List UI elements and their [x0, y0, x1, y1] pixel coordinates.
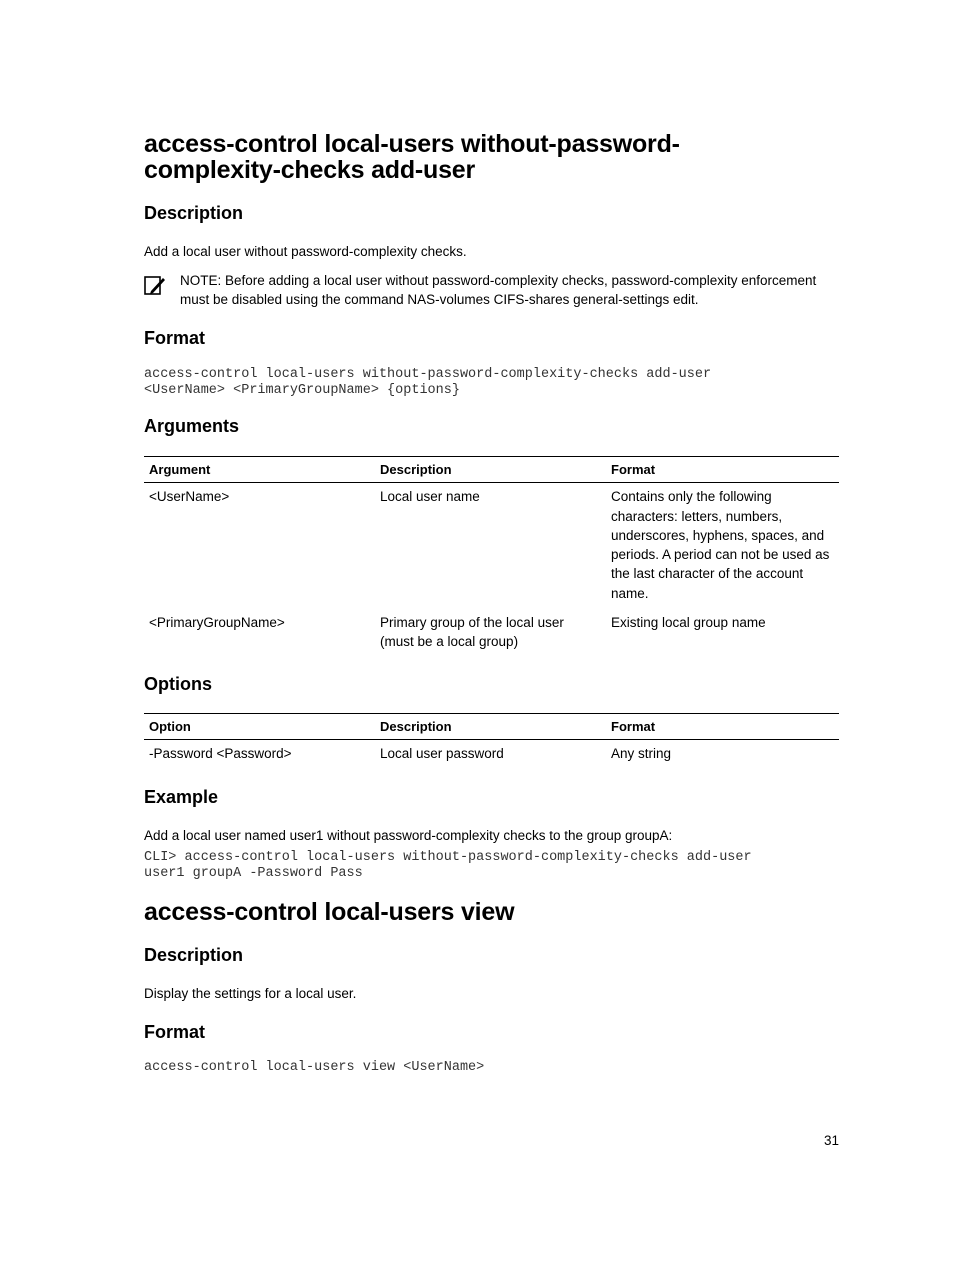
- arguments-table: [144, 456, 839, 652]
- column-header-argument: Argument: [144, 457, 375, 483]
- table-header-row: [144, 457, 839, 483]
- description-cell: Local user password: [380, 746, 504, 762]
- format-heading: Format: [144, 1022, 206, 1042]
- description-heading: Description: [144, 945, 244, 965]
- option-cell: -Password <Password>: [149, 746, 292, 762]
- table-header-row: [144, 714, 839, 740]
- argument-cell: <PrimaryGroupName>: [149, 615, 285, 631]
- note-text: [180, 271, 840, 309]
- note-body: Before adding a local user without password-complexity checks, password-complexity enforcement must be disabled using the command NAS-volumes CIFS-shares general-settings edit.: [180, 273, 817, 307]
- pencil-note-icon: [144, 275, 166, 297]
- table-row: [144, 483, 839, 603]
- format-code-block: access-control local-users view <UserName>: [144, 1060, 485, 1075]
- description-cell: Local user name: [380, 489, 480, 505]
- section-title-line-1: access-control local-users without-password-: [144, 130, 680, 158]
- format-code-line-1: access-control local-users without-password-complexity-checks add-user: [144, 367, 712, 382]
- section-title-line-2: complexity-checks add-user: [144, 156, 476, 184]
- table-row: [144, 740, 839, 764]
- column-header-description: Description: [375, 457, 606, 483]
- example-code-line-2: user1 groupA -Password Pass: [144, 866, 363, 881]
- arguments-heading: Arguments: [144, 416, 240, 436]
- page-number: 31: [823, 1133, 839, 1148]
- column-header-format: Format: [606, 457, 839, 483]
- format-code-block: [144, 367, 839, 399]
- options-table: [144, 713, 839, 764]
- format-cell: Any string: [611, 746, 672, 762]
- column-header-description: Description: [375, 714, 606, 740]
- description-text: Add a local user without password-complexity checks.: [144, 244, 467, 259]
- column-header-option: Option: [144, 714, 375, 740]
- argument-cell: <UserName>: [149, 489, 230, 505]
- description-cell: Primary group of the local user (must be a local group): [380, 615, 564, 650]
- example-code-block: [144, 850, 839, 882]
- note-label: NOTE:: [180, 273, 222, 288]
- section-title-add-user: [144, 131, 839, 183]
- options-heading: Options: [144, 674, 212, 694]
- format-cell: Contains only the following characters: letters, numbers, underscores, hyphens, spaces, and periods. A period can not be used as the last character of the account name.: [611, 489, 830, 601]
- example-text: Add a local user named user1 without password-complexity checks to the group groupA:: [144, 828, 673, 843]
- format-heading: Format: [144, 328, 206, 348]
- column-header-format: Format: [606, 714, 839, 740]
- format-code-line-2: <UserName> <PrimaryGroupName> {options}: [144, 383, 460, 398]
- section-title-view: access-control local-users view: [144, 898, 515, 926]
- example-code-line-1: CLI> access-control local-users without-password-complexity-checks add-user: [144, 850, 752, 865]
- description-heading: Description: [144, 203, 244, 223]
- description-text: Display the settings for a local user.: [144, 986, 357, 1001]
- table-row: [144, 603, 839, 652]
- format-cell: Existing local group name: [611, 615, 766, 631]
- example-heading: Example: [144, 787, 219, 807]
